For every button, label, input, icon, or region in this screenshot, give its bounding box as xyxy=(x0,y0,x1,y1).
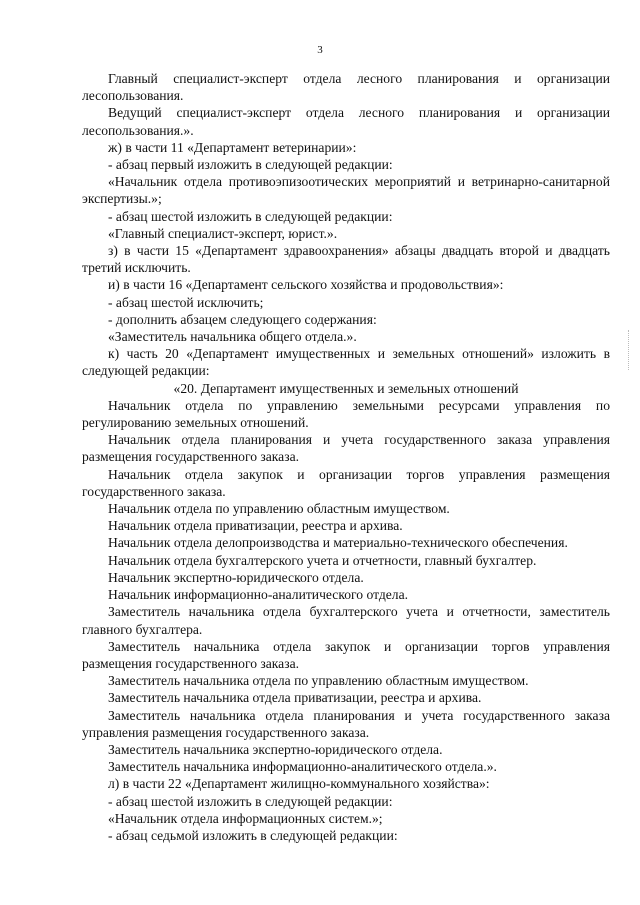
document-paragraph: - абзац первый изложить в следующей редакции: xyxy=(108,157,393,173)
document-paragraph: ж) в части 11 «Департамент ветеринарии»: xyxy=(108,139,357,155)
document-paragraph: Начальник отдела планирования и учета государственного заказа управления размещения государственного заказа. xyxy=(82,432,610,465)
document-paragraph: Начальник отдела закупок и организации торгов управления размещения государственного заказа. xyxy=(82,466,610,499)
document-paragraph: Начальник отдела делопроизводства и материально-технического обеспечения. xyxy=(108,535,568,551)
document-paragraph: Начальник отдела по управлению земельными ресурсами управления по регулированию земельных отношений. xyxy=(82,397,610,431)
document-paragraph: л) в части 22 «Департамент жилищно-коммунального хозяйства»: xyxy=(108,776,490,792)
document-paragraph: Начальник отдела по управлению областным имуществом. xyxy=(108,501,450,517)
document-body xyxy=(82,70,610,844)
document-paragraph: Заместитель начальника отдела по управлению областным имуществом. xyxy=(108,673,529,689)
document-paragraph: Начальник информационно-аналитического отдела. xyxy=(108,587,409,603)
document-paragraph: «Заместитель начальника общего отдела.». xyxy=(108,329,357,345)
document-paragraph: Заместитель начальника информационно-аналитического отдела.». xyxy=(108,759,497,775)
document-paragraph: - абзац седьмой изложить в следующей редакции: xyxy=(108,827,398,843)
page-number: 3 xyxy=(317,44,323,56)
document-paragraph: «Главный специалист-эксперт, юрист.». xyxy=(108,225,338,241)
document-paragraph: - абзац шестой изложить в следующей редакции: xyxy=(108,208,393,224)
document-paragraph: «Начальник отдела информационных систем.»; xyxy=(108,810,383,826)
document-paragraph: «Начальник отдела противоэпизоотических мероприятий и ветринарно-санитарной экспертизы.»; xyxy=(82,174,610,207)
document-paragraph: Ведущий специалист-эксперт отдела лесного планирования и организации лесопользования.». xyxy=(82,105,610,138)
document-paragraph: Главный специалист-эксперт отдела лесного планирования и организации лесопользования. xyxy=(82,71,610,104)
document-paragraph: «20. Департамент имущественных и земельных отношений xyxy=(173,380,519,396)
document-paragraph: Заместитель начальника отдела бухгалтерского учета и отчетности, заместитель главного бухгалтера. xyxy=(82,604,610,637)
document-paragraph: Начальник отдела бухгалтерского учета и отчетности, главный бухгалтер. xyxy=(108,552,537,568)
document-paragraph: - дополнить абзацем следующего содержания: xyxy=(108,311,377,327)
document-paragraph: Заместитель начальника отдела планирования и учета государственного заказа управления размещения государственного заказа. xyxy=(82,707,610,740)
document-paragraph: Начальник отдела приватизации, реестра и архива. xyxy=(108,518,403,534)
document-paragraph: Заместитель начальника отдела приватизации, реестра и архива. xyxy=(108,690,482,706)
document-paragraph: - абзац шестой исключить; xyxy=(108,294,264,310)
scan-artifact xyxy=(628,330,631,370)
document-paragraph: Заместитель начальника экспертно-юридического отдела. xyxy=(108,741,443,757)
document-paragraph: - абзац шестой изложить в следующей редакции: xyxy=(108,793,393,809)
document-paragraph: к) часть 20 «Департамент имущественных и земельных отношений» изложить в следующей редакции: xyxy=(82,346,610,379)
document-paragraph: з) в части 15 «Департамент здравоохранения» абзацы двадцать второй и двадцать третий исключить. xyxy=(82,243,610,276)
document-paragraph: и) в части 16 «Департамент сельского хозяйства и продовольствия»: xyxy=(108,277,504,293)
document-paragraph: Начальник экспертно-юридического отдела. xyxy=(108,569,364,585)
document-paragraph: Заместитель начальника отдела закупок и организации торгов управления размещения государственного заказа. xyxy=(82,638,610,671)
